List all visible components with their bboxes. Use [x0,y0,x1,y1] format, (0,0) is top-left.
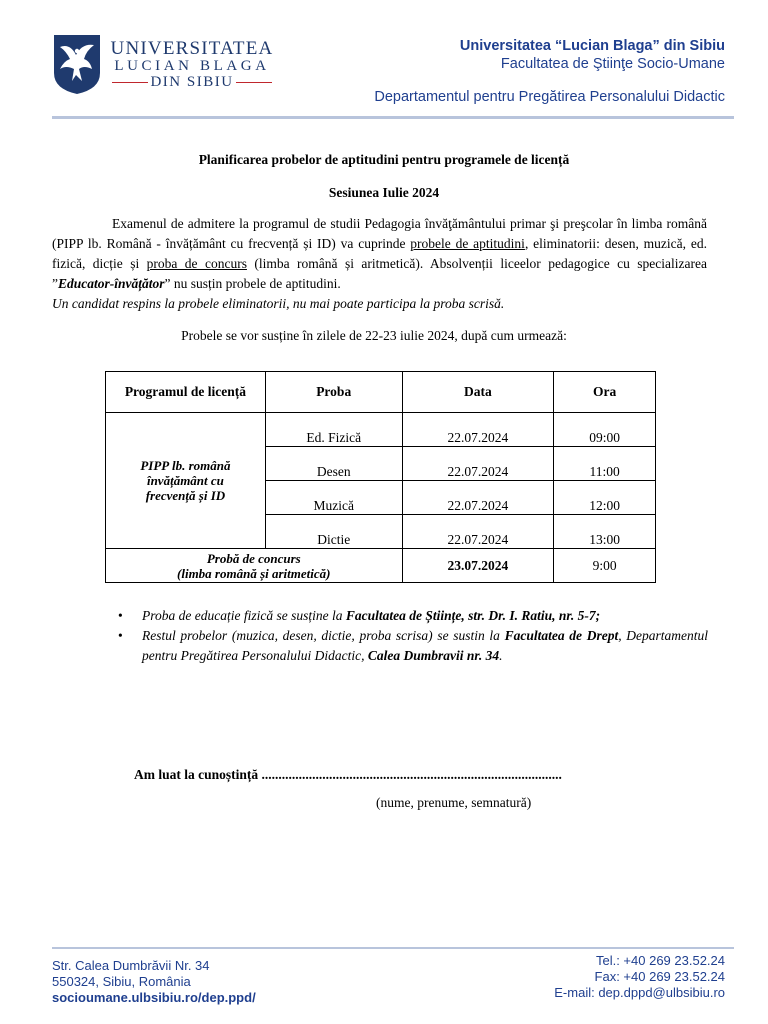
eagle-emblem-icon [52,33,102,95]
bullet-location: Facultatea de Drept [504,628,619,643]
intro-specialization: Educator-învățător [58,276,165,291]
table-row [106,413,656,447]
proba-cell: Ed. Fizică [265,413,402,447]
footer-divider [52,947,734,949]
intro-paragraph [52,214,707,314]
logo-rule-left [112,82,148,83]
list-item [118,606,708,626]
proba-cell: Muzică [265,481,402,515]
table-header-row [106,372,656,413]
document-title: Planificarea probelor de aptitudini pentru programele de licență [198,152,570,167]
intro-text-3: (limba română și aritmetică). Absolvenții liceelor pedagogice cu specializarea ” [52,256,707,291]
intro-text-4: ” nu susțin probele de aptitudini. [164,276,341,291]
footer-contact [554,953,725,1001]
bullet-icon: • [118,608,123,623]
intro-underline-aptitudini: probele de aptitudini [410,236,525,251]
data-cell: 22.07.2024 [402,413,554,447]
table-row-concurs [106,549,656,583]
ora-cell: 12:00 [554,481,656,515]
logo-line-name: LUCIAN BLAGA [114,58,270,74]
proba-cell: Dictie [265,515,402,549]
data-cell: 22.07.2024 [402,481,554,515]
intro-text-2: , eliminatorii: desen, muzică, ed. fizică, dicție și [52,236,707,271]
concurs-cell [106,549,403,583]
bullet-text: Restul probelor (muzica, desen, dictie, proba scrisa) se sustin la [142,628,505,643]
bullet-end: . [499,648,503,663]
ora-cell: 13:00 [554,515,656,549]
acknowledgement-caption: (nume, prenume, semnatură) [376,795,532,810]
data-cell: 22.07.2024 [402,447,554,481]
table-header-ora: Ora [554,372,656,413]
table-header-proba: Proba [265,372,402,413]
bullet-address: Calea Dumbravii nr. 34 [367,648,500,663]
concurs-data-cell: 23.07.2024 [402,549,554,583]
footer-street: Str. Calea Dumbrăvii Nr. 34 [52,958,210,973]
bullet-icon: • [118,628,123,643]
footer-city: 550324, Sibiu, România [52,974,191,989]
bullet-location: Facultatea de Științe, str. Dr. I. Ratiu, nr. 5-7; [345,608,601,623]
bullet-text: Proba de educație fizică se susține la [142,608,346,623]
footer-website-link[interactable]: socioumane.ulbsibiu.ro/dep.ppd/ [52,990,256,1005]
intro-italic-note: Un candidat respins la probele eliminatorii, nu mai poate participa la proba scrisă. [52,296,505,311]
table-header-data: Data [402,372,554,413]
header-faculty: Facultatea de Ştiinţe Socio-Umane [500,56,725,72]
concurs-label: Probă de concurs [206,550,301,566]
header-divider [52,116,734,119]
concurs-ora-cell: 9:00 [554,549,656,583]
schedule-intro: Probele se vor susține în zilele de 22-23 iulie 2024, după cum urmează: [181,328,567,343]
session-title: Sesiunea Iulie 2024 [328,185,440,200]
concurs-sublabel: (limba română și aritmetică) [177,565,331,581]
data-cell: 22.07.2024 [402,515,554,549]
bullet-text: , Departamentul pentru Pregătirea Personalului Didactic, [142,628,708,663]
footer-fax: Fax: +40 269 23.52.24 [594,969,725,984]
schedule-table [105,371,656,583]
table-header-program: Programul de licență [106,372,266,413]
logo-rule-right [236,82,272,83]
intro-text-1: Examenul de admitere la programul de studii Pedagogia învăţământului primar şi preşcolar în limba română (PIPP lb. Română - învățământ cu frecvență și ID) va cuprinde [52,216,707,251]
proba-cell: Desen [265,447,402,481]
footer-tel: Tel.: +40 269 23.52.24 [595,953,725,968]
header-university: Universitatea “Lucian Blaga” din Sibiu [459,38,725,54]
intro-underline-concurs: proba de concurs [146,256,247,271]
logo-line-university: UNIVERSITATEA [110,38,274,59]
logo-line-city: DIN SIBIU [150,74,234,90]
acknowledgement-line: Am luat la cunoștință ......................................................................................... [134,767,562,782]
university-logo [52,33,272,95]
program-cell: PIPP lb. română învățământ cu frecvență și ID [106,413,266,549]
location-notes [118,606,708,666]
ora-cell: 11:00 [554,447,656,481]
footer-email-link[interactable]: E-mail: dep.dppd@ulbsibiu.ro [554,985,725,1000]
footer-address [52,958,256,1006]
ora-cell: 09:00 [554,413,656,447]
header-department: Departamentul pentru Pregătirea Personalului Didactic [374,89,725,105]
list-item [118,626,708,666]
